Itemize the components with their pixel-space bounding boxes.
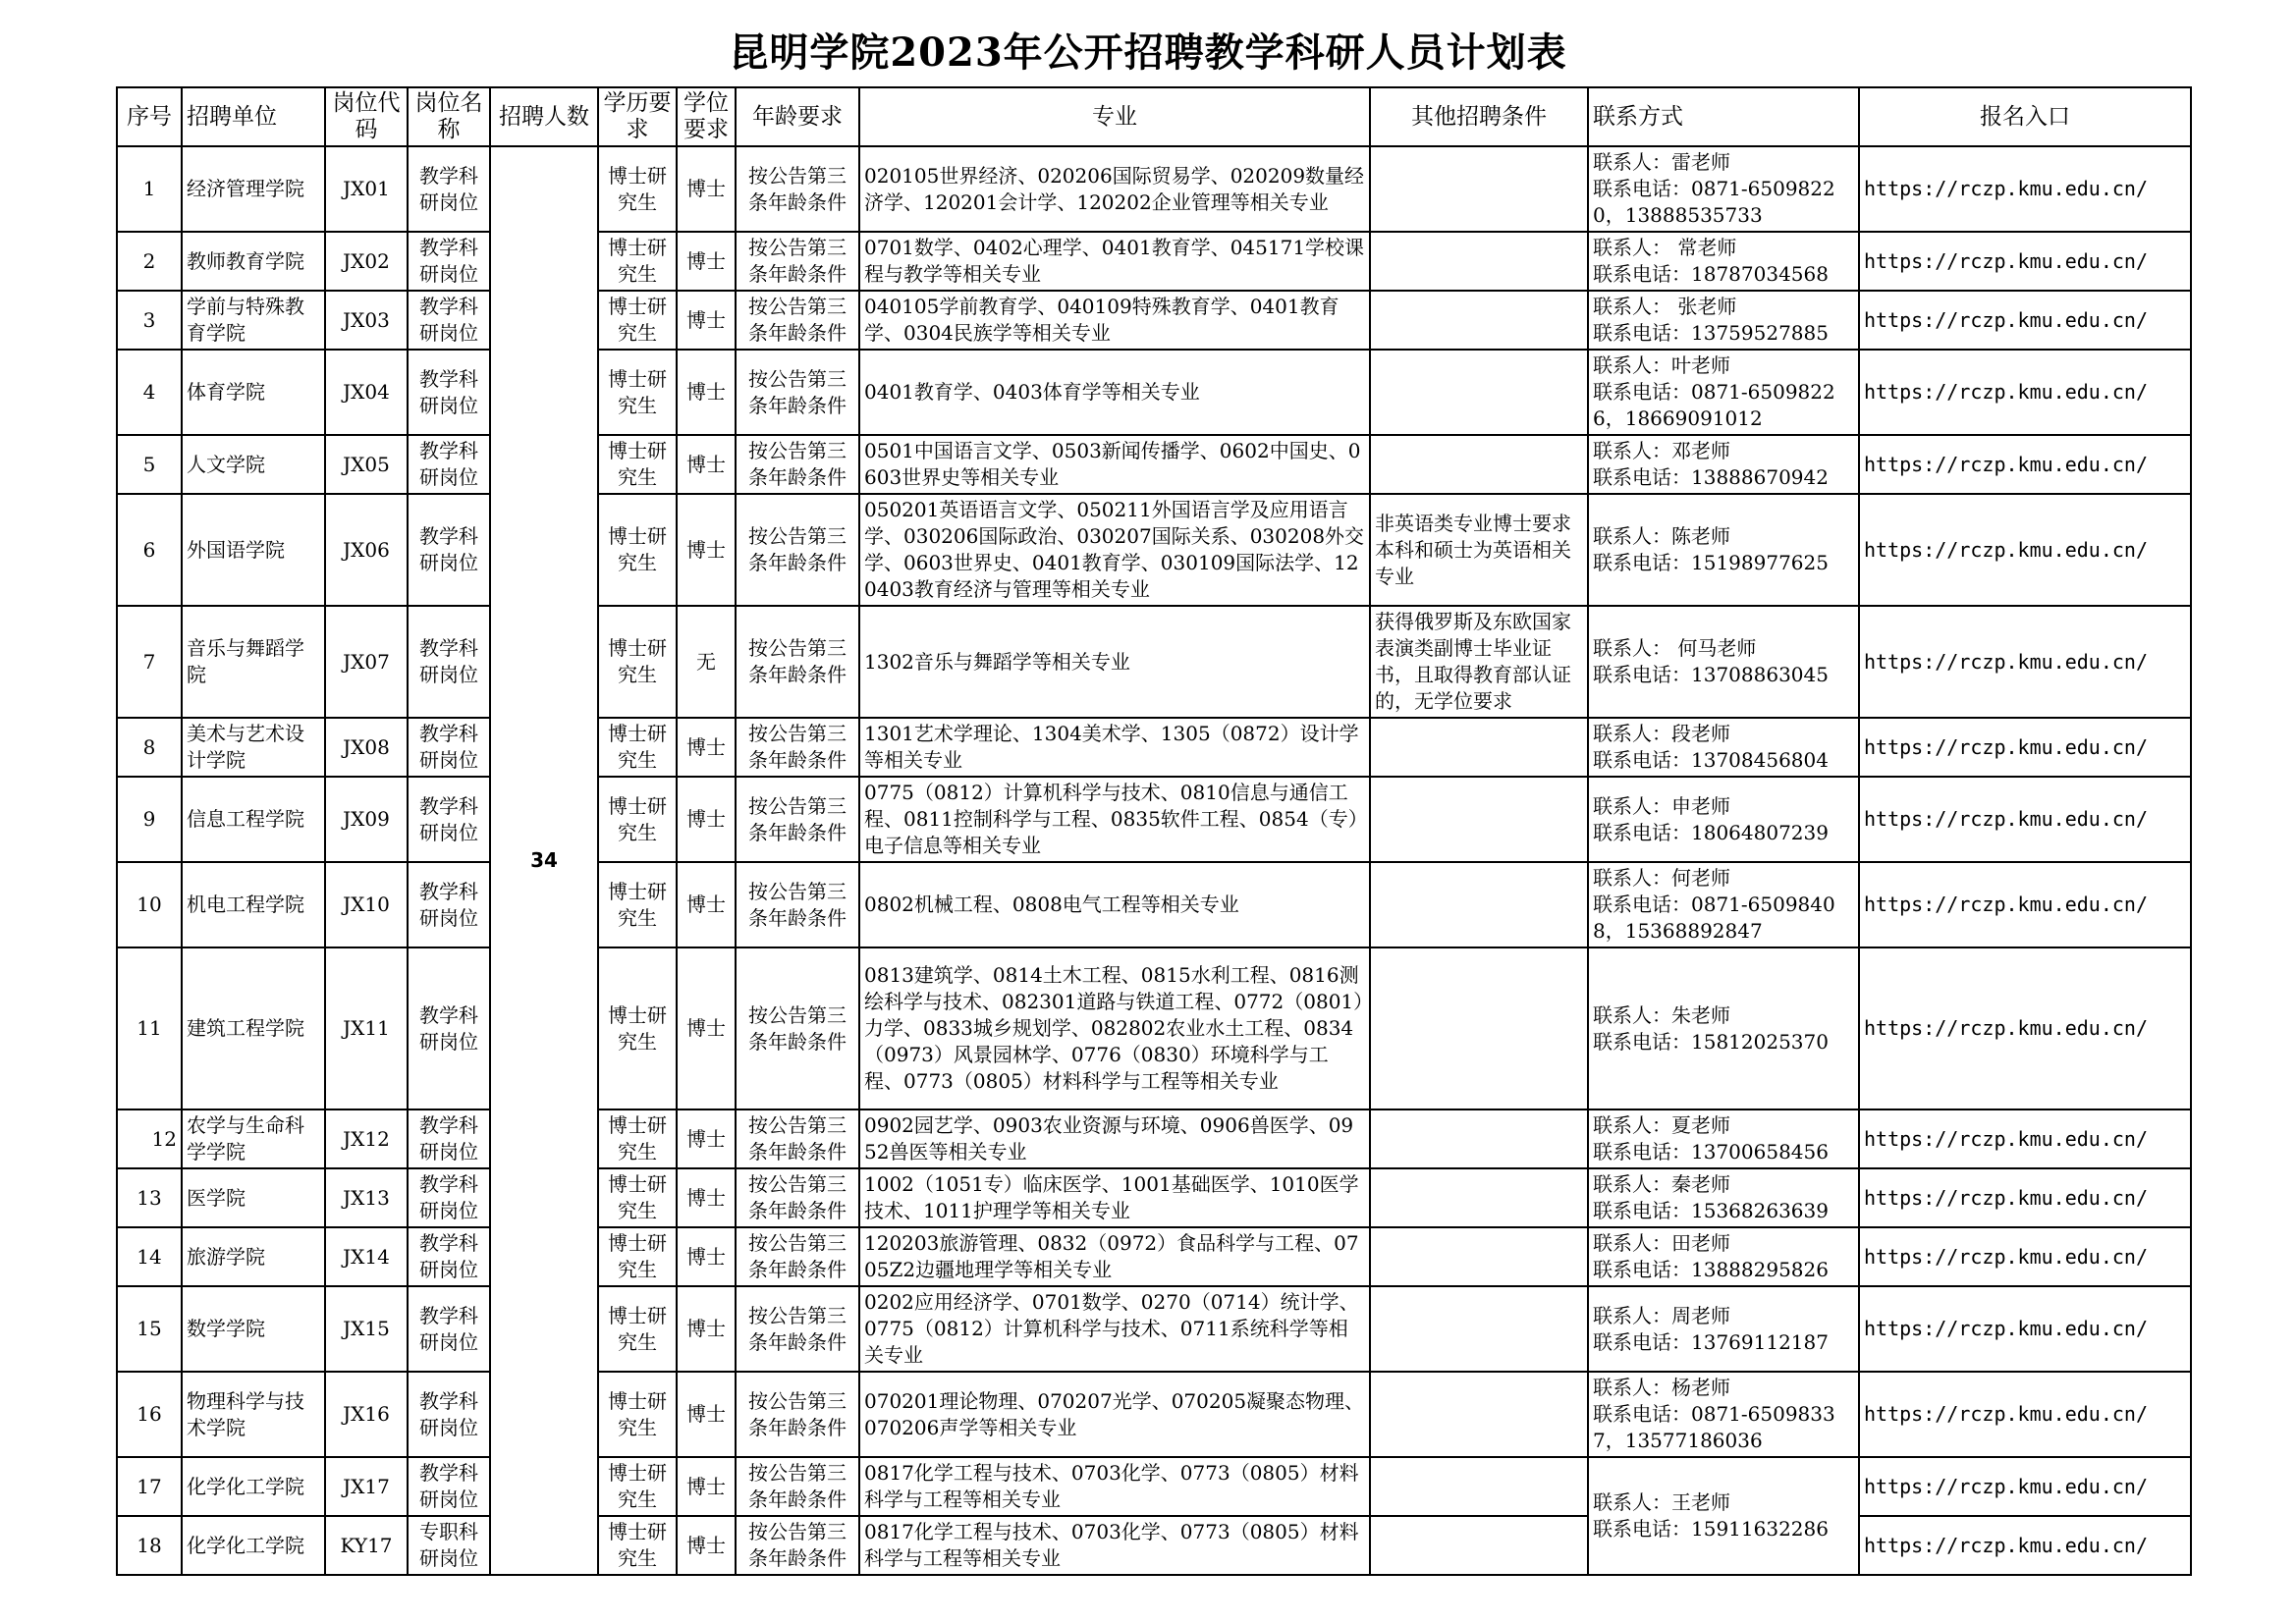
row-post: 教学科研岗位 xyxy=(408,1372,490,1457)
row-post: 教学科研岗位 xyxy=(408,435,490,494)
header-contact: 联系方式 xyxy=(1588,87,1859,146)
registration-link[interactable]: https://rczp.kmu.edu.cn/ xyxy=(1859,1168,2191,1227)
contact-phone: 联系电话：15812025370 xyxy=(1593,1029,1829,1054)
row-age: 按公告第三条年龄条件 xyxy=(736,777,859,862)
row-post: 教学科研岗位 xyxy=(408,146,490,232)
row-seq: 1 xyxy=(117,146,182,232)
row-other xyxy=(1370,1227,1588,1286)
row-age: 按公告第三条年龄条件 xyxy=(736,1168,859,1227)
header-age: 年龄要求 xyxy=(736,87,859,146)
recruitment-plan-table xyxy=(116,86,2192,1576)
row-seq: 7 xyxy=(117,606,182,718)
row-age: 按公告第三条年龄条件 xyxy=(736,435,859,494)
row-other xyxy=(1370,1372,1588,1457)
row-degree: 无 xyxy=(677,606,736,718)
row-unit: 数学学院 xyxy=(182,1286,325,1372)
row-degree: 博士 xyxy=(677,350,736,435)
row-seq: 10 xyxy=(117,862,182,947)
row-post: 教学科研岗位 xyxy=(408,1286,490,1372)
total-count: 34 xyxy=(490,146,598,1575)
row-seq: 11 xyxy=(117,947,182,1109)
row-degree: 博士 xyxy=(677,862,736,947)
row-post: 教学科研岗位 xyxy=(408,1227,490,1286)
row-edu: 博士研究生 xyxy=(598,718,677,777)
row-other xyxy=(1370,1168,1588,1227)
table-row xyxy=(117,1286,2191,1372)
contact-name: 联系人： 何马老师 xyxy=(1593,636,1757,660)
table-row xyxy=(117,1372,2191,1457)
registration-link[interactable]: https://rczp.kmu.edu.cn/ xyxy=(1859,232,2191,291)
row-other xyxy=(1370,862,1588,947)
row-code: JX08 xyxy=(325,718,408,777)
row-degree: 博士 xyxy=(677,435,736,494)
row-age: 按公告第三条年龄条件 xyxy=(736,1109,859,1168)
row-unit: 建筑工程学院 xyxy=(182,947,325,1109)
contact-name: 联系人：申老师 xyxy=(1593,793,1730,818)
row-major: 1302音乐与舞蹈学等相关专业 xyxy=(859,606,1370,718)
row-age: 按公告第三条年龄条件 xyxy=(736,606,859,718)
row-other xyxy=(1370,1286,1588,1372)
row-post: 教学科研岗位 xyxy=(408,862,490,947)
registration-link[interactable]: https://rczp.kmu.edu.cn/ xyxy=(1859,606,2191,718)
row-post: 专职科研岗位 xyxy=(408,1516,490,1575)
row-contact xyxy=(1588,718,1859,777)
row-age: 按公告第三条年龄条件 xyxy=(736,1286,859,1372)
row-unit: 学前与特殊教育学院 xyxy=(182,291,325,350)
row-degree: 博士 xyxy=(677,1372,736,1457)
row-degree: 博士 xyxy=(677,1457,736,1516)
table-row xyxy=(117,1227,2191,1286)
registration-link[interactable]: https://rczp.kmu.edu.cn/ xyxy=(1859,1516,2191,1575)
row-seq: 6 xyxy=(117,494,182,606)
row-other xyxy=(1370,947,1588,1109)
row-edu: 博士研究生 xyxy=(598,435,677,494)
row-other xyxy=(1370,350,1588,435)
row-edu: 博士研究生 xyxy=(598,1227,677,1286)
row-edu: 博士研究生 xyxy=(598,606,677,718)
row-unit: 教师教育学院 xyxy=(182,232,325,291)
row-seq: 2 xyxy=(117,232,182,291)
row-contact xyxy=(1588,1227,1859,1286)
row-unit: 外国语学院 xyxy=(182,494,325,606)
header-other: 其他招聘条件 xyxy=(1370,87,1588,146)
row-major: 020105世界经济、020206国际贸易学、020209数量经济学、120201会计学、120202企业管理等相关专业 xyxy=(859,146,1370,232)
row-unit: 经济管理学院 xyxy=(182,146,325,232)
row-edu: 博士研究生 xyxy=(598,350,677,435)
row-code: JX10 xyxy=(325,862,408,947)
row-age: 按公告第三条年龄条件 xyxy=(736,947,859,1109)
registration-link[interactable]: https://rczp.kmu.edu.cn/ xyxy=(1859,146,2191,232)
registration-link[interactable]: https://rczp.kmu.edu.cn/ xyxy=(1859,1227,2191,1286)
contact-phone: 联系电话：13759527885 xyxy=(1593,321,1829,345)
row-seq: 18 xyxy=(117,1516,182,1575)
row-code: JX07 xyxy=(325,606,408,718)
row-post: 教学科研岗位 xyxy=(408,718,490,777)
contact-name: 联系人：邓老师 xyxy=(1593,439,1730,462)
registration-link[interactable]: https://rczp.kmu.edu.cn/ xyxy=(1859,947,2191,1109)
row-edu: 博士研究生 xyxy=(598,1372,677,1457)
row-age: 按公告第三条年龄条件 xyxy=(736,291,859,350)
contact-phone: 联系电话：13700658456 xyxy=(1593,1140,1829,1163)
row-unit: 化学化工学院 xyxy=(182,1516,325,1575)
row-seq: 15 xyxy=(117,1286,182,1372)
contact-phone: 联系电话：0871-65098408，15368892847 xyxy=(1593,893,1835,943)
contact-name: 联系人：何老师 xyxy=(1593,866,1730,890)
header-post: 岗位名称 xyxy=(408,87,490,146)
row-degree: 博士 xyxy=(677,718,736,777)
row-age: 按公告第三条年龄条件 xyxy=(736,1372,859,1457)
row-major: 1002（1051专）临床医学、1001基础医学、1010医学技术、1011护理学等相关专业 xyxy=(859,1168,1370,1227)
header-entry: 报名入口 xyxy=(1859,87,2191,146)
header-edu: 学历要求 xyxy=(598,87,677,146)
row-code: JX03 xyxy=(325,291,408,350)
row-code: JX09 xyxy=(325,777,408,862)
row-edu: 博士研究生 xyxy=(598,1109,677,1168)
row-seq: 8 xyxy=(117,718,182,777)
table-row xyxy=(117,1457,2191,1516)
row-edu: 博士研究生 xyxy=(598,777,677,862)
row-contact xyxy=(1588,606,1859,718)
row-contact xyxy=(1588,232,1859,291)
contact-phone: 联系电话：0871-65098226，18669091012 xyxy=(1593,380,1835,430)
row-seq: 16 xyxy=(117,1372,182,1457)
header-row xyxy=(117,87,2191,146)
row-edu: 博士研究生 xyxy=(598,1168,677,1227)
row-degree: 博士 xyxy=(677,1168,736,1227)
row-degree: 博士 xyxy=(677,291,736,350)
row-post: 教学科研岗位 xyxy=(408,494,490,606)
table-row xyxy=(117,862,2191,947)
row-unit: 美术与艺术设计学院 xyxy=(182,718,325,777)
contact-phone: 联系电话：18064807239 xyxy=(1593,820,1829,844)
row-edu: 博士研究生 xyxy=(598,146,677,232)
header-degree: 学位要求 xyxy=(677,87,736,146)
registration-link[interactable]: https://rczp.kmu.edu.cn/ xyxy=(1859,1372,2191,1457)
row-age: 按公告第三条年龄条件 xyxy=(736,862,859,947)
row-age: 按公告第三条年龄条件 xyxy=(736,350,859,435)
header-code: 岗位代码 xyxy=(325,87,408,146)
row-major: 0401教育学、0403体育学等相关专业 xyxy=(859,350,1370,435)
row-age: 按公告第三条年龄条件 xyxy=(736,718,859,777)
registration-link[interactable]: https://rczp.kmu.edu.cn/ xyxy=(1859,435,2191,494)
row-code: KY17 xyxy=(325,1516,408,1575)
row-post: 教学科研岗位 xyxy=(408,350,490,435)
table-row xyxy=(117,606,2191,718)
row-code: JX05 xyxy=(325,435,408,494)
row-major: 0802机械工程、0808电气工程等相关专业 xyxy=(859,862,1370,947)
registration-link[interactable]: https://rczp.kmu.edu.cn/ xyxy=(1859,777,2191,862)
row-degree: 博士 xyxy=(677,1227,736,1286)
row-unit: 机电工程学院 xyxy=(182,862,325,947)
row-major: 0817化学工程与技术、0703化学、0773（0805）材料科学与工程等相关专业 xyxy=(859,1457,1370,1516)
row-contact xyxy=(1588,435,1859,494)
row-post: 教学科研岗位 xyxy=(408,1109,490,1168)
row-major: 0817化学工程与技术、0703化学、0773（0805）材料科学与工程等相关专业 xyxy=(859,1516,1370,1575)
row-major: 0813建筑学、0814土木工程、0815水利工程、0816测绘科学与技术、082301道路与铁道工程、0772（0801）力学、0833城乡规划学、082802农业水土工程、0834（0973）风景园林学、0776（0830）环境科学与工程、0773（0805）材料科学与工程等相关专业 xyxy=(859,947,1370,1109)
row-post: 教学科研岗位 xyxy=(408,232,490,291)
row-unit: 体育学院 xyxy=(182,350,325,435)
registration-link[interactable]: https://rczp.kmu.edu.cn/ xyxy=(1859,291,2191,350)
row-major: 0902园艺学、0903农业资源与环境、0906兽医学、0952兽医等相关专业 xyxy=(859,1109,1370,1168)
row-degree: 博士 xyxy=(677,232,736,291)
header-seq: 序号 xyxy=(117,87,182,146)
contact-name: 联系人：雷老师 xyxy=(1593,150,1730,174)
registration-link[interactable]: https://rczp.kmu.edu.cn/ xyxy=(1859,862,2191,947)
row-other xyxy=(1370,146,1588,232)
row-contact xyxy=(1588,1457,1859,1575)
contact-name: 联系人：朱老师 xyxy=(1593,1002,1730,1027)
row-edu: 博士研究生 xyxy=(598,1457,677,1516)
row-major: 120203旅游管理、0832（0972）食品科学与工程、0705Z2边疆地理学等相关专业 xyxy=(859,1227,1370,1286)
row-post: 教学科研岗位 xyxy=(408,777,490,862)
row-degree: 博士 xyxy=(677,947,736,1109)
row-degree: 博士 xyxy=(677,1286,736,1372)
row-age: 按公告第三条年龄条件 xyxy=(736,232,859,291)
row-other xyxy=(1370,435,1588,494)
table-row xyxy=(117,1109,2191,1168)
row-code: JX01 xyxy=(325,146,408,232)
row-edu: 博士研究生 xyxy=(598,862,677,947)
row-contact xyxy=(1588,862,1859,947)
row-major: 040105学前教育学、040109特殊教育学、0401教育学、0304民族学等相关专业 xyxy=(859,291,1370,350)
contact-phone: 联系电话：0871-65098337，13577186036 xyxy=(1593,1402,1835,1452)
registration-link[interactable]: https://rczp.kmu.edu.cn/ xyxy=(1859,718,2191,777)
row-degree: 博士 xyxy=(677,494,736,606)
table-row xyxy=(117,1516,2191,1575)
row-code: JX15 xyxy=(325,1286,408,1372)
row-edu: 博士研究生 xyxy=(598,947,677,1109)
row-other: 获得俄罗斯及东欧国家表演类副博士毕业证书，且取得教育部认证的，无学位要求 xyxy=(1370,606,1588,718)
row-seq: 4 xyxy=(117,350,182,435)
row-post: 教学科研岗位 xyxy=(408,606,490,718)
contact-name: 联系人：秦老师 xyxy=(1593,1172,1730,1196)
table-row xyxy=(117,350,2191,435)
row-code: JX11 xyxy=(325,947,408,1109)
row-age: 按公告第三条年龄条件 xyxy=(736,146,859,232)
contact-phone: 联系电话：15368263639 xyxy=(1593,1199,1829,1222)
contact-phone: 联系电话：13708456804 xyxy=(1593,748,1829,772)
row-other xyxy=(1370,1516,1588,1575)
row-unit: 旅游学院 xyxy=(182,1227,325,1286)
row-contact xyxy=(1588,1109,1859,1168)
row-unit: 信息工程学院 xyxy=(182,777,325,862)
row-other xyxy=(1370,1457,1588,1516)
contact-name: 联系人：周老师 xyxy=(1593,1303,1730,1327)
contact-phone: 联系电话：13769112187 xyxy=(1593,1329,1829,1354)
row-contact xyxy=(1588,1168,1859,1227)
row-code: JX16 xyxy=(325,1372,408,1457)
contact-name: 联系人：王老师 xyxy=(1593,1490,1730,1514)
row-code: JX12 xyxy=(325,1109,408,1168)
contact-phone: 联系电话：15911632286 xyxy=(1593,1517,1829,1541)
registration-link[interactable]: https://rczp.kmu.edu.cn/ xyxy=(1859,1286,2191,1372)
row-major: 0202应用经济学、0701数学、0270（0714）统计学、0775（0812）计算机科学与技术、0711系统科学等相关专业 xyxy=(859,1286,1370,1372)
row-major: 1301艺术学理论、1304美术学、1305（0872）设计学等相关专业 xyxy=(859,718,1370,777)
table-body xyxy=(117,146,2191,1575)
row-edu: 博士研究生 xyxy=(598,232,677,291)
table-row xyxy=(117,435,2191,494)
contact-name: 联系人：叶老师 xyxy=(1593,353,1730,377)
contact-name: 联系人：陈老师 xyxy=(1593,524,1730,548)
row-major: 0701数学、0402心理学、0401教育学、045171学校课程与教学等相关专业 xyxy=(859,232,1370,291)
page-title: 昆明学院2023年公开招聘教学科研人员计划表 xyxy=(729,29,1567,76)
row-seq: 9 xyxy=(117,777,182,862)
row-contact xyxy=(1588,350,1859,435)
row-seq: 12 xyxy=(117,1109,182,1168)
table-row xyxy=(117,494,2191,606)
row-unit: 物理科学与技术学院 xyxy=(182,1372,325,1457)
row-major: 0775（0812）计算机科学与技术、0810信息与通信工程、0811控制科学与工程、0835软件工程、0854（专）电子信息等相关专业 xyxy=(859,777,1370,862)
table-row xyxy=(117,718,2191,777)
row-other xyxy=(1370,1109,1588,1168)
row-post: 教学科研岗位 xyxy=(408,1457,490,1516)
row-age: 按公告第三条年龄条件 xyxy=(736,1227,859,1286)
row-other: 非英语类专业博士要求本科和硕士为英语相关专业 xyxy=(1370,494,1588,606)
row-major: 0501中国语言文学、0503新闻传播学、0602中国史、0603世界史等相关专业 xyxy=(859,435,1370,494)
row-seq: 14 xyxy=(117,1227,182,1286)
row-age: 按公告第三条年龄条件 xyxy=(736,1457,859,1516)
row-seq: 5 xyxy=(117,435,182,494)
row-contact xyxy=(1588,1286,1859,1372)
row-degree: 博士 xyxy=(677,777,736,862)
row-unit: 农学与生命科学学院 xyxy=(182,1109,325,1168)
row-contact xyxy=(1588,494,1859,606)
row-code: JX04 xyxy=(325,350,408,435)
row-post: 教学科研岗位 xyxy=(408,1168,490,1227)
row-other xyxy=(1370,291,1588,350)
row-age: 按公告第三条年龄条件 xyxy=(736,494,859,606)
row-contact xyxy=(1588,291,1859,350)
header-count: 招聘人数 xyxy=(490,87,598,146)
row-major: 050201英语语言文学、050211外国语言学及应用语言学、030206国际政治、030207国际关系、030208外交学、0603世界史、0401教育学、030109国际法学、120403教育经济与管理等相关专业 xyxy=(859,494,1370,606)
row-unit: 音乐与舞蹈学院 xyxy=(182,606,325,718)
row-age: 按公告第三条年龄条件 xyxy=(736,1516,859,1575)
contact-name: 联系人：田老师 xyxy=(1593,1231,1730,1255)
row-seq: 3 xyxy=(117,291,182,350)
row-other xyxy=(1370,718,1588,777)
contact-name: 联系人：段老师 xyxy=(1593,722,1730,745)
row-edu: 博士研究生 xyxy=(598,494,677,606)
row-code: JX14 xyxy=(325,1227,408,1286)
row-other xyxy=(1370,777,1588,862)
registration-link[interactable]: https://rczp.kmu.edu.cn/ xyxy=(1859,350,2191,435)
table-row xyxy=(117,777,2191,862)
contact-phone: 联系电话：18787034568 xyxy=(1593,262,1829,286)
contact-phone: 联系电话：13888670942 xyxy=(1593,465,1829,489)
row-edu: 博士研究生 xyxy=(598,1286,677,1372)
row-contact xyxy=(1588,146,1859,232)
row-edu: 博士研究生 xyxy=(598,291,677,350)
contact-name: 联系人：夏老师 xyxy=(1593,1113,1730,1137)
contact-name: 联系人：杨老师 xyxy=(1593,1376,1730,1399)
contact-name: 联系人： 常老师 xyxy=(1593,236,1737,259)
registration-link[interactable]: https://rczp.kmu.edu.cn/ xyxy=(1859,1457,2191,1516)
row-code: JX06 xyxy=(325,494,408,606)
contact-phone: 联系电话：13708863045 xyxy=(1593,663,1829,686)
row-post: 教学科研岗位 xyxy=(408,291,490,350)
row-contact xyxy=(1588,1372,1859,1457)
contact-name: 联系人： 张老师 xyxy=(1593,295,1737,318)
table-row xyxy=(117,1168,2191,1227)
row-post: 教学科研岗位 xyxy=(408,947,490,1109)
row-seq: 17 xyxy=(117,1457,182,1516)
contact-phone: 联系电话：0871-65098220，13888535733 xyxy=(1593,177,1835,227)
contact-phone: 联系电话：15198977625 xyxy=(1593,551,1829,574)
header-unit: 招聘单位 xyxy=(182,87,325,146)
row-contact xyxy=(1588,947,1859,1109)
table-row xyxy=(117,232,2191,291)
registration-link[interactable]: https://rczp.kmu.edu.cn/ xyxy=(1859,494,2191,606)
table-row xyxy=(117,146,2191,232)
contact-phone: 联系电话：13888295826 xyxy=(1593,1258,1829,1281)
row-code: JX13 xyxy=(325,1168,408,1227)
row-contact xyxy=(1588,777,1859,862)
registration-link[interactable]: https://rczp.kmu.edu.cn/ xyxy=(1859,1109,2191,1168)
row-code: JX17 xyxy=(325,1457,408,1516)
row-unit: 医学院 xyxy=(182,1168,325,1227)
table-row xyxy=(117,947,2191,1109)
row-major: 070201理论物理、070207光学、070205凝聚态物理、070206声学等相关专业 xyxy=(859,1372,1370,1457)
row-unit: 人文学院 xyxy=(182,435,325,494)
row-degree: 博士 xyxy=(677,146,736,232)
row-degree: 博士 xyxy=(677,1516,736,1575)
header-major: 专业 xyxy=(859,87,1370,146)
table-row xyxy=(117,291,2191,350)
row-edu: 博士研究生 xyxy=(598,1516,677,1575)
row-other xyxy=(1370,232,1588,291)
row-code: JX02 xyxy=(325,232,408,291)
row-unit: 化学化工学院 xyxy=(182,1457,325,1516)
row-seq: 13 xyxy=(117,1168,182,1227)
row-degree: 博士 xyxy=(677,1109,736,1168)
